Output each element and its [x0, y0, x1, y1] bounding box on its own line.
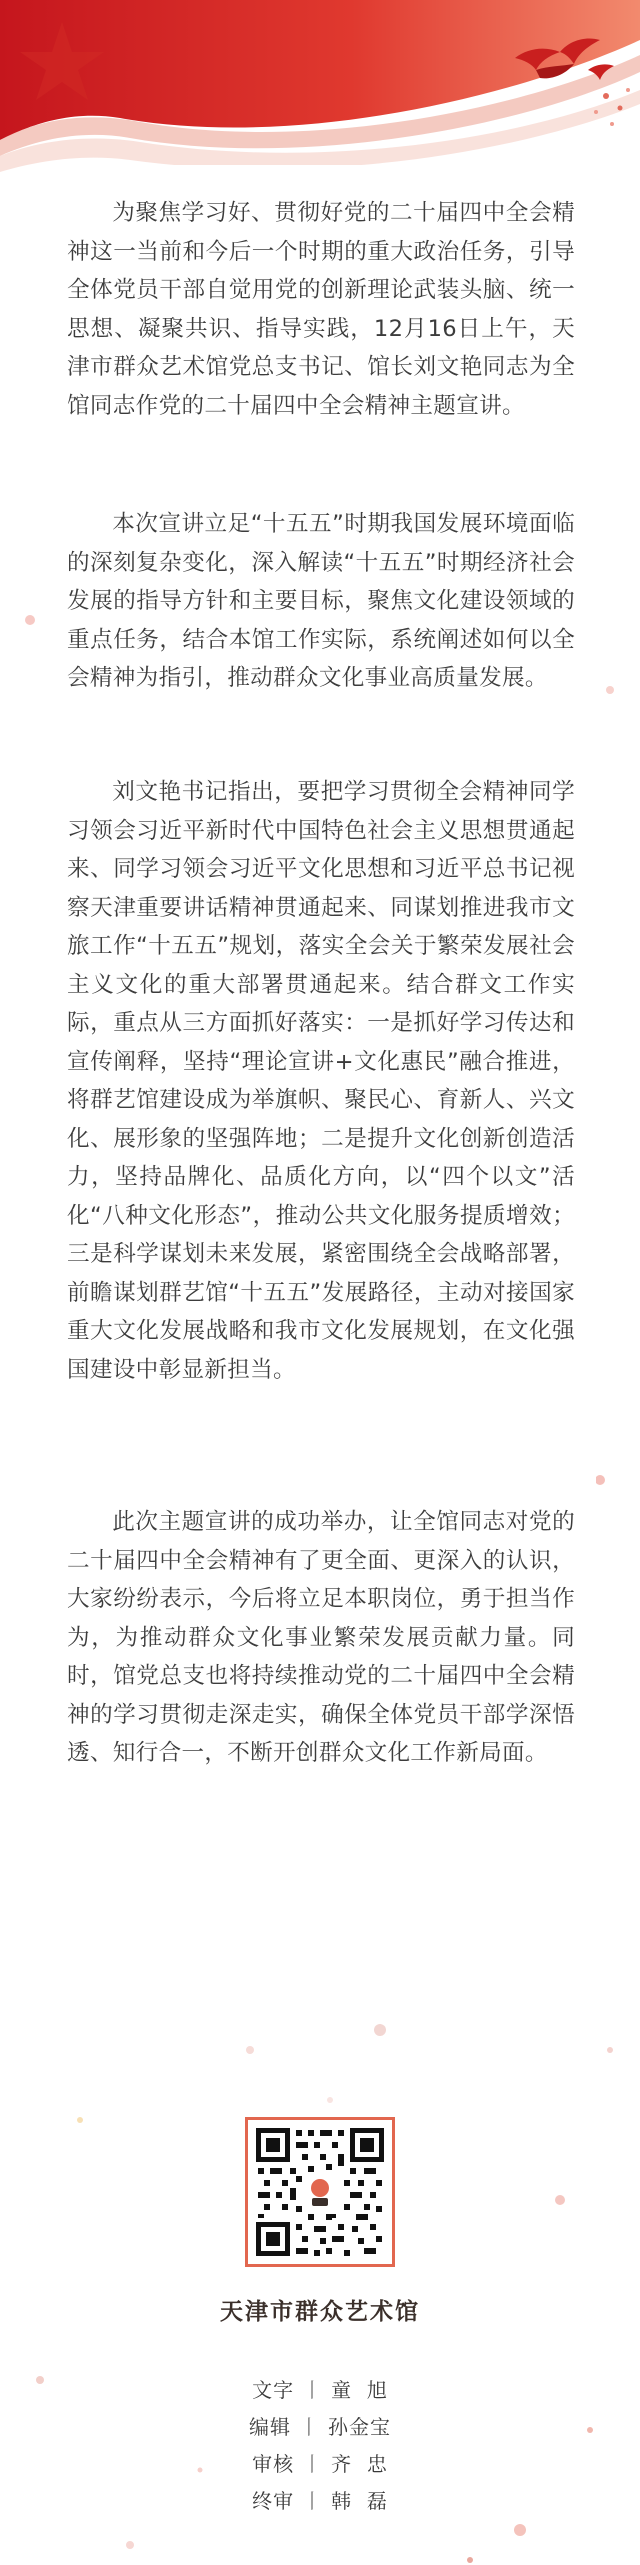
credit-separator: 丨: [302, 2452, 324, 2476]
article-paragraph: 本次宣讲立足“十五五”时期我国发展环境面临的深刻复杂变化，深入解读“十五五”时期经济社会发展的指导方针和主要目标，聚焦文化建设领域的重点任务，结合本馆工作实际，系统阐述如何以全会精神为指引，推动群众文化事业高质量发展。: [67, 511, 575, 691]
credit-name: 孙金宝: [328, 2415, 391, 2439]
credit-separator: 丨: [299, 2415, 320, 2439]
qr-code-icon: [254, 2126, 386, 2258]
org-name: 天津市群众艺术馆: [220, 2299, 420, 2325]
credit-name: 齐 忠: [331, 2452, 388, 2476]
credit-label: 审核: [252, 2452, 295, 2476]
qr-code[interactable]: [245, 2117, 395, 2267]
credit-name: 童 旭: [331, 2378, 388, 2402]
credit-line-final-reviewer: [0, 2485, 640, 2514]
article-paragraph: 为聚焦学习好、贯彻好党的二十届四中全会精神这一当前和今后一个时期的重大政治任务，引导全体党员干部自觉用党的创新理论武装头脑、统一思想、凝聚共识、指导实践，12月16日上午，天津市群众艺术馆党总支书记、馆长刘文艳同志为全馆同志作党的二十届四中全会精神主题宣讲。: [67, 200, 575, 419]
credit-name: 韩 磊: [331, 2489, 388, 2513]
credit-separator: 丨: [302, 2378, 324, 2402]
credit-line-editor: [0, 2411, 640, 2440]
credit-line-text: [0, 2374, 640, 2403]
credit-label: 终审: [252, 2489, 295, 2513]
credit-label: 文字: [252, 2378, 295, 2402]
article-paragraph: 此次主题宣讲的成功举办，让全馆同志对党的二十届四中全会精神有了更全面、更深入的认识，大家纷纷表示，今后将立足本职岗位，勇于担当作为，为推动群众文化事业繁荣发展贡献力量。同时，馆党总支也将持续推动党的二十届四中全会精神的学习贯彻走深走实，确保全体党员干部学深悟透、知行合一，不断开创群众文化工作新局面。: [67, 1509, 575, 1766]
credit-line-reviewer: [0, 2448, 640, 2477]
credit-separator: 丨: [302, 2489, 324, 2513]
article-paragraph: 刘文艳书记指出，要把学习贯彻全会精神同学习领会习近平新时代中国特色社会主义思想贯通起来、同学习领会习近平文化思想和习近平总书记视察天津重要讲话精神贯通起来、同谋划推进我市文旅工作“十五五”规划，落实全会关于繁荣发展社会主义文化的重大部署贯通起来。结合群文工作实际，重点从三方面抓好落实：一是抓好学习传达和宣传阐释，坚持“理论宣讲+文化惠民”融合推进，将群艺馆建设成为举旗帜、聚民心、育新人、兴文化、展形象的坚强阵地；二是提升文化创新创造活力，坚持品牌化、品质化方向，以“四个以文”活化“八种文化形态”，推动公共文化服务提质增效；三是科学谋划未来发展，紧密围绕全会战略部署，前瞻谋划群艺馆“十五五”发展路径，主动对接国家重大文化发展战略和我市文化发展规划，在文化强国建设中彰显新担当。: [67, 779, 575, 1383]
credit-label: 编辑: [249, 2415, 291, 2439]
